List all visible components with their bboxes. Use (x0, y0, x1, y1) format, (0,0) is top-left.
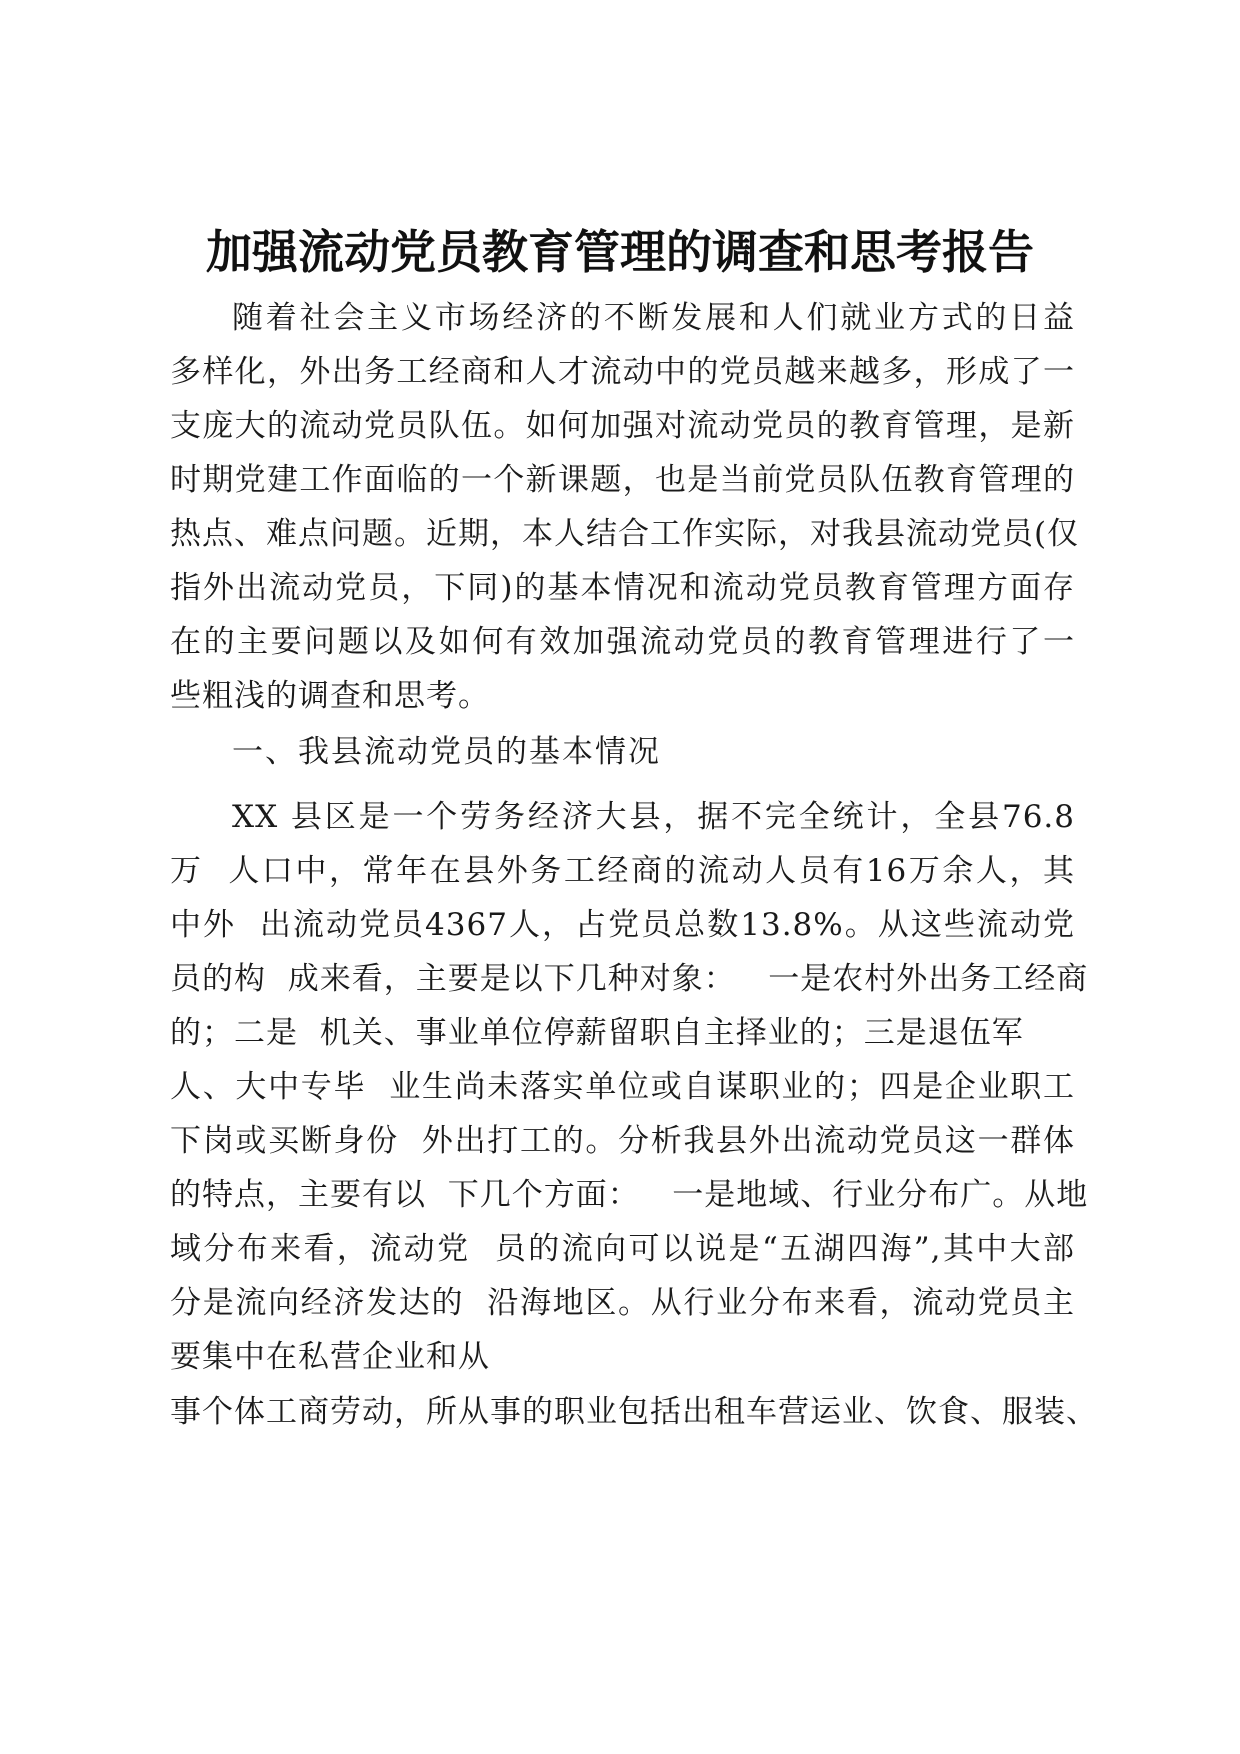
paragraph-line: 下岗或买断身份 外出打工的。分析我县外出流动党员这一群体 (170, 1123, 1075, 1159)
paragraph-line: 的特点，主要有以 下几个方面： 一是地域、行业分布广。从地 (170, 1177, 1089, 1213)
document-title: 加强流动党员教育管理的调查和思考报告 (206, 225, 1034, 279)
paragraph-line: 支庞大的流动党员队伍。如何加强对流动党员的教育管理，是新 (170, 408, 1075, 444)
paragraph-line: 多样化，外出务工经商和人才流动中的党员越来越多，形成了一 (170, 354, 1075, 390)
paragraph-line: 的；二是 机关、事业单位停薪留职自主择业的；三是退伍军 (170, 1015, 1024, 1051)
paragraph-line: 中外 出流动党员4367人，占党员总数13.8%。从这些流动党 (170, 907, 1075, 943)
section-heading: 一、我县流动党员的基本情况 (232, 734, 661, 770)
paragraph-line: 时期党建工作面临的一个新课题，也是当前党员队伍教育管理的 (170, 462, 1075, 498)
paragraph-line: 域分布来看，流动党 员的流向可以说是“五湖四海”,其中大部 (170, 1231, 1075, 1267)
paragraph-line: XX 县区是一个劳务经济大县，据不完全统计，全县76.8 (232, 799, 1075, 835)
paragraph-line: 随着社会主义市场经济的不断发展和人们就业方式的日益 (232, 300, 1075, 336)
paragraph-line: 些粗浅的调查和思考。 (170, 678, 490, 714)
paragraph-line: 分是流向经济发达的 沿海地区。从行业分布来看，流动党员主 (170, 1285, 1075, 1321)
paragraph-line: 热点、难点问题。近期，本人结合工作实际，对我县流动党员(仅 (170, 516, 1080, 552)
paragraph-line: 事个体工商劳动，所从事的职业包括出租车营运业、饮食、服装、 (170, 1394, 1098, 1430)
paragraph-line: 万 人口中，常年在县外务工经商的流动人员有16万余人，其 (170, 853, 1075, 889)
paragraph-line: 员的构 成来看，主要是以下几种对象： 一是农村外出务工经商 (170, 961, 1089, 997)
paragraph-line: 人、大中专毕 业生尚未落实单位或自谋职业的；四是企业职工 (170, 1069, 1075, 1105)
paragraph-line: 要集中在私营企业和从 (170, 1339, 490, 1375)
paragraph-line: 指外出流动党员，下同)的基本情况和流动党员教育管理方面存 (170, 570, 1075, 606)
paragraph-line: 在的主要问题以及如何有效加强流动党员的教育管理进行了一 (170, 624, 1075, 660)
